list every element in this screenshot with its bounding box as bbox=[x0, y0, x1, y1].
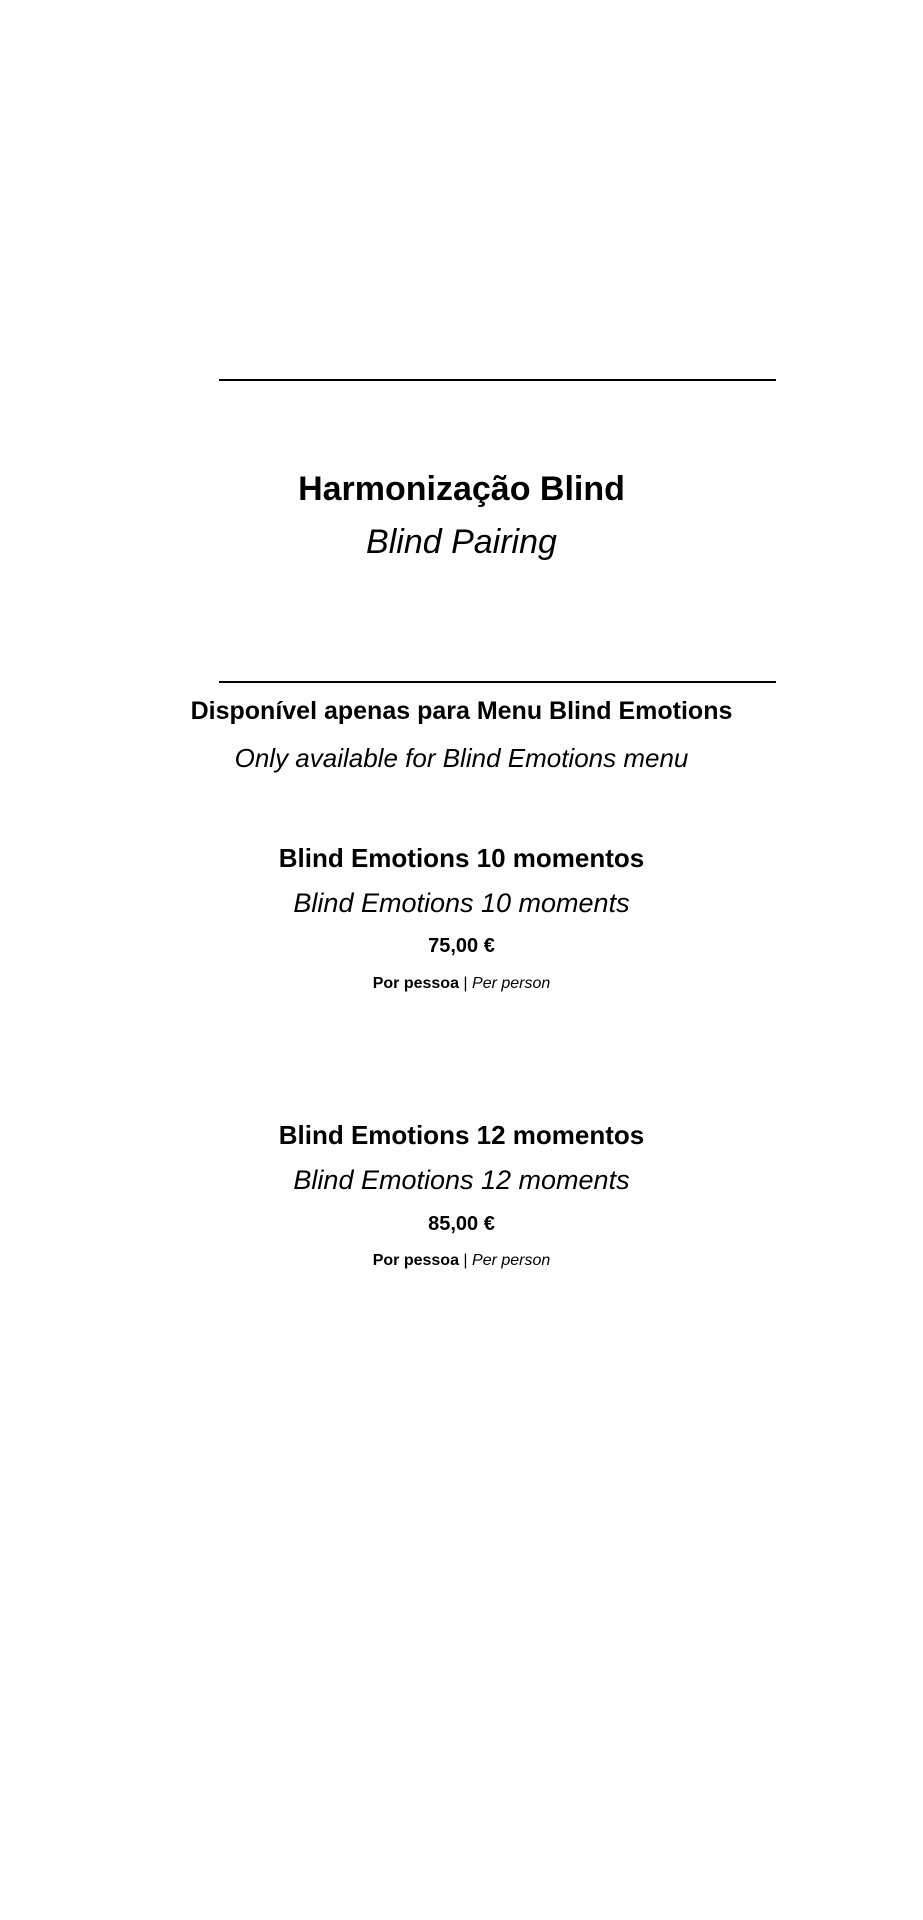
availability-note-pt: Disponível apenas para Menu Blind Emotions bbox=[190, 697, 733, 725]
price-unit-pt: Por pessoa bbox=[372, 1252, 459, 1269]
price-unit-en: Per person bbox=[472, 1252, 551, 1269]
menu-price: 75,00 € bbox=[428, 935, 495, 957]
price-unit-pt: Por pessoa bbox=[372, 975, 459, 992]
price-unit-separator: | bbox=[463, 975, 468, 992]
menu-name-pt: Blind Emotions 12 momentos bbox=[278, 1120, 645, 1150]
price-unit bbox=[0, 976, 923, 992]
price-unit-en: Per person bbox=[472, 975, 551, 992]
price-unit-separator: | bbox=[463, 1252, 468, 1269]
menu-name-pt: Blind Emotions 10 momentos bbox=[278, 843, 645, 873]
menu-name-en: Blind Emotions 10 moments bbox=[293, 888, 630, 918]
menu-price: 85,00 € bbox=[428, 1213, 495, 1235]
middle-divider bbox=[219, 681, 776, 683]
top-divider bbox=[219, 379, 776, 381]
availability-note-en: Only available for Blind Emotions menu bbox=[234, 743, 689, 773]
section-title-en: Blind Pairing bbox=[366, 523, 557, 561]
menu-name-en: Blind Emotions 12 moments bbox=[293, 1165, 630, 1195]
price-unit bbox=[0, 1253, 923, 1269]
section-title-pt: Harmonização Blind bbox=[298, 470, 625, 508]
